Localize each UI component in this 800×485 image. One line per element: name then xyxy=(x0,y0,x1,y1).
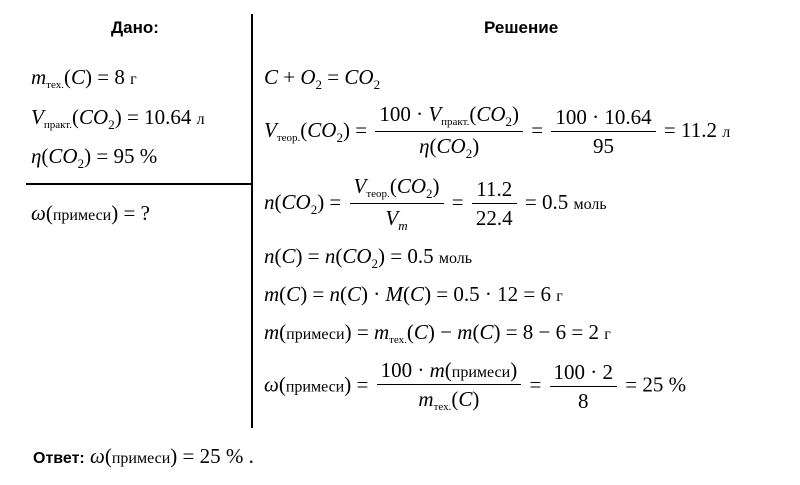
given-header: Дано: xyxy=(111,18,159,37)
given-mass-tech: $m_{тех.}(C) = 8$ г xyxy=(31,65,137,91)
solution-header: Решение xyxy=(484,18,559,37)
moles-carbon: $n(C) = n(CO_2) = 0.5$ моль xyxy=(264,244,473,271)
horizontal-divider xyxy=(26,183,252,185)
given-volume-pract: $V_{практ.}(CO_2) = 10.64$ л xyxy=(31,105,205,132)
find-impurity: ω(примеси) = ? xyxy=(31,201,150,225)
impurity-fraction-formula: ω(примеси) = $\frac{\text{100 · m(примеси)}}{m_{тех.}(C)}$ = $\frac{100 \cdot 2}{8}$ = 25 % xyxy=(264,358,687,413)
mass-carbon: m(C) = n(C) · M(C) = 0.5 · 12 = 6 г xyxy=(264,282,563,306)
vertical-divider xyxy=(251,14,253,428)
moles-co2-formula: $n(CO_2)$ = $\frac{V_{теор.}(CO_2)}{V_m}$ = $\frac{11.2}{22.4}$ = 0.5 моль xyxy=(264,174,607,233)
mass-impurity: m(примеси) = $m_{тех.}(C) - m(C) = 8 - 6 = 2$ г xyxy=(264,320,611,346)
theoretical-volume-formula: $V_{теор.}(CO_2)$ = $\frac{100 \cdot V_{практ.}(CO_2)}{\eta(CO_2)}$ = $\frac{100 \cdot 10.64}{95}$ = 11.2 л xyxy=(264,102,731,161)
answer-line: Ответ: ω(примеси) = 25 % . xyxy=(33,444,254,468)
reaction-equation: $C + O_2 = CO_2$ xyxy=(264,65,381,92)
answer-label: Ответ: xyxy=(33,450,85,467)
given-yield: $\eta(CO_2) = 95$ % xyxy=(31,144,158,171)
